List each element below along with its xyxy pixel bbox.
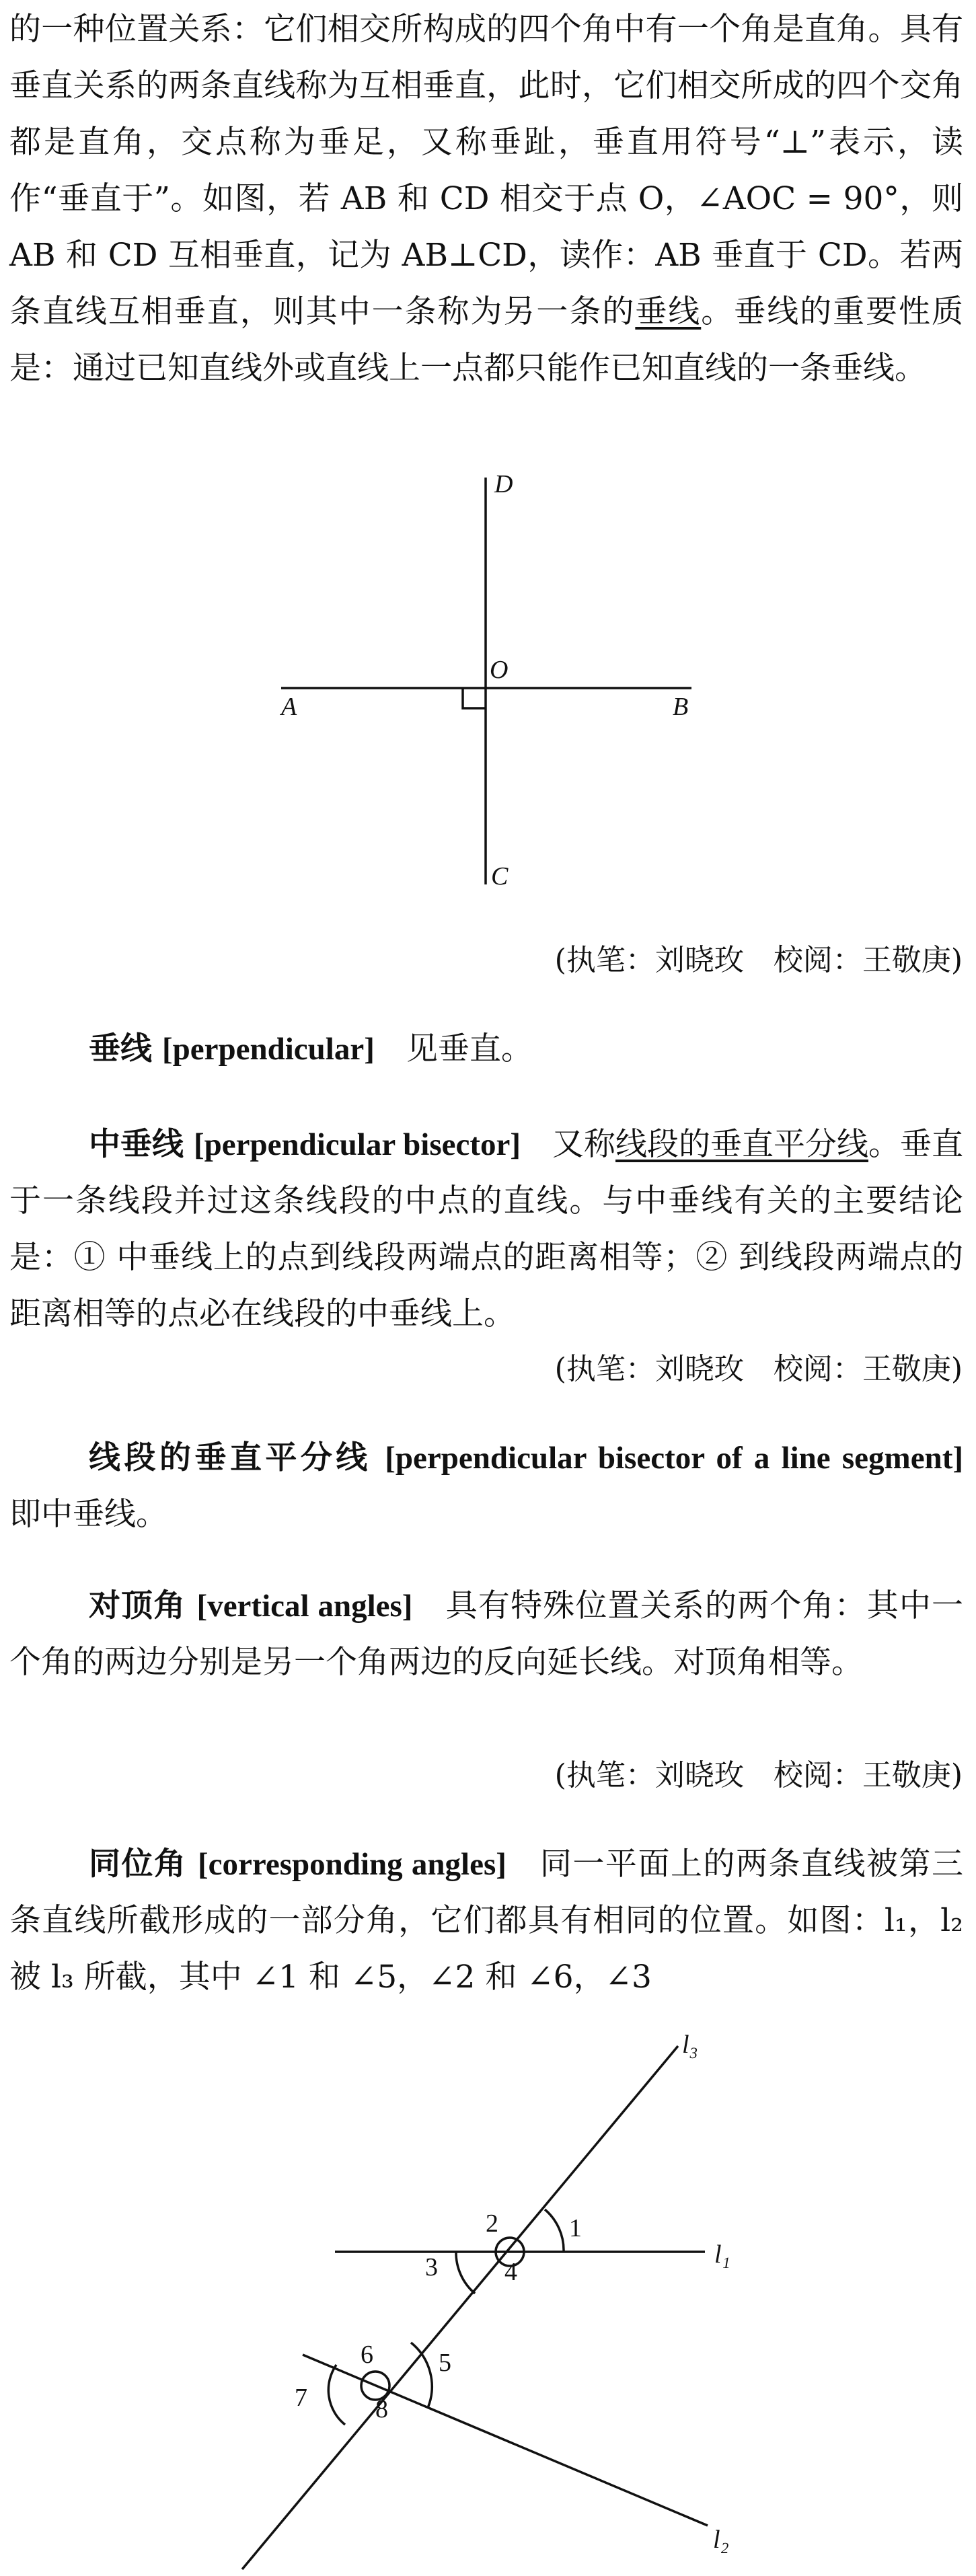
label-l1: l₁	[714, 2240, 730, 2269]
entry-english: [corresponding angles]	[197, 1847, 506, 1882]
label-d: D	[494, 470, 513, 498]
angle-label-5: 5	[439, 2349, 451, 2377]
perpendicular-line-term-link[interactable]: 垂线	[635, 293, 702, 330]
angle-label-8: 8	[375, 2395, 388, 2423]
label-o: O	[490, 656, 509, 684]
entry-english: [perpendicular bisector]	[193, 1127, 521, 1162]
corresponding-angles-figure	[0, 2004, 976, 2576]
credit-2: (执笔：刘晓玫 校阅：王敬庚)	[554, 1352, 963, 1386]
arc-angle-7	[328, 2365, 345, 2425]
intro-text-after: 。垂线的重要性质是：通过已知直线外或直线上一点都只能作已知直线的一条垂线。	[9, 293, 964, 387]
entry-text: 具有特殊位置关系的两个角：其中一个角的两边分别是另一个角两边的反向延长线。对顶角相等。	[9, 1587, 964, 1681]
arc-angle-1	[545, 2209, 564, 2252]
entry-text: 。垂直于一条线段并过这条线段的中点的直线。与中垂线有关的主要结论是：① 中垂线上的点到线段两端点的距离相等；② 到线段两端点的距离相等的点必在线段的中垂线上。	[9, 1126, 963, 1332]
angle-label-1: 1	[569, 2214, 582, 2242]
entry-term: 对顶角	[89, 1587, 186, 1624]
entry-text: 同一平面上的两条直线被第三条直线所截形成的一部分角，它们都具有相同的位置。如图：l₁，l₂ 被 l₃ 所截，其中 ∠1 和 ∠5，∠2 和 ∠6，∠3	[9, 1846, 964, 1996]
entry-english: [perpendicular]	[161, 1032, 375, 1067]
entry-corresponding-angles	[9, 1836, 963, 2006]
entry-term: 中垂线	[89, 1126, 184, 1163]
entry-vertical-angles	[9, 1578, 963, 1691]
label-l2: l₂	[713, 2526, 729, 2554]
entry-perpendicular-bisector	[9, 1116, 963, 1342]
entry-term: 同位角	[89, 1846, 187, 1883]
entry-text: 即中垂线。	[9, 1496, 167, 1533]
label-b: B	[673, 693, 689, 721]
right-angle-mark	[463, 688, 486, 708]
angle-label-6: 6	[361, 2341, 373, 2369]
entry-term: 线段的垂直平分线	[89, 1439, 371, 1476]
arc-angle-5	[411, 2343, 432, 2408]
angle-label-4: 4	[504, 2258, 517, 2286]
label-a: A	[281, 693, 297, 721]
intro-text-before: 的一种位置关系：它们相交所构成的四个角中有一个角是直角。具有垂直关系的两条直线称为互相垂直，此时，它们相交所成的四个交角都是直角，交点称为垂足，又称垂趾，垂直用符号“⊥”表示，读作“垂直于”。如图，若 AB 和 CD 相交于点 O，∠AOC = 90°，则 AB 和 CD 互相垂直，记为 AB⊥CD，读作：AB 垂直于 CD。若两条直线互相垂直，则其中一条称为另一条的	[9, 11, 963, 330]
entry-english: [perpendicular bisector of a line segment]	[385, 1441, 963, 1476]
label-c: C	[491, 862, 509, 891]
credit-1: (执笔：刘晓玫 校阅：王敬庚)	[554, 943, 963, 977]
entry-text-pre: 又称	[552, 1126, 615, 1163]
arc-angle-3	[456, 2252, 475, 2294]
segment-bisector-link[interactable]: 线段的垂直平分线	[615, 1126, 868, 1163]
entry-segment-bisector	[9, 1430, 963, 1543]
angle-label-7: 7	[295, 2384, 307, 2412]
angle-label-2: 2	[486, 2209, 498, 2238]
entry-text: 见垂直。	[406, 1030, 533, 1067]
label-l3: l₃	[682, 2031, 698, 2059]
credit-3: (执笔：刘晓玫 校阅：王敬庚)	[554, 1758, 963, 1792]
entry-term: 垂线	[89, 1030, 152, 1067]
angle-label-3: 3	[425, 2253, 438, 2281]
perpendicular-figure	[0, 0, 976, 942]
entry-perpendicular	[9, 1021, 963, 1077]
line-l3	[242, 2046, 678, 2569]
entry-english: [vertical angles]	[196, 1589, 413, 1624]
